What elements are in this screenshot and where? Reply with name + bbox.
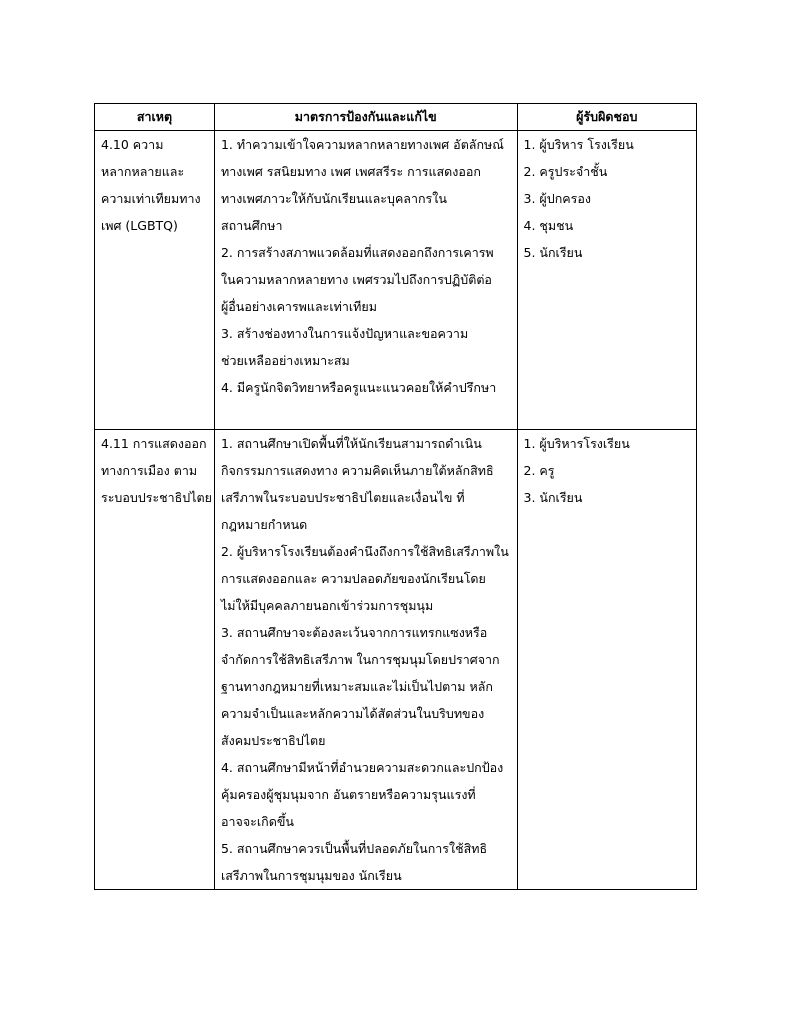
measure-cell-line: เสรีภาพในการชุมนุมของ นักเรียน xyxy=(220,868,402,883)
measure-cell-line: ช่วยเหลืออย่างเหมาะสม xyxy=(220,353,350,368)
measure-cell-line: อาจจะเกิดขึ้น xyxy=(220,814,294,829)
measure-cell-line: สังคมประชาธิปไตย xyxy=(220,733,326,748)
responsible-cell-line: 2. ครูประจำชั้น xyxy=(523,164,608,179)
header-responsible: ผู้รับผิดชอบ xyxy=(517,104,696,131)
measure-cell xyxy=(214,430,517,890)
measure-cell-line: การแสดงออกและ ความปลอดภัยของนักเรียนโดย xyxy=(220,571,486,586)
measure-cell xyxy=(214,131,517,430)
responsible-cell-line: 5. นักเรียน xyxy=(523,245,583,260)
measure-cell-line: เสรีภาพในระบอบประชาธิปไตยและเงื่อนไข ที่ xyxy=(220,490,465,505)
measure-cell-line: 2. การสร้างสภาพแวดล้อมที่แสดงออกถึงการเคารพ xyxy=(220,245,494,260)
measure-cell-line: จำกัดการใช้สิทธิเสรีภาพ ในการชุมนุมโดยปราศจาก xyxy=(220,652,500,667)
measure-cell-line: 4. มีครูนักจิตวิทยาหรือครูแนะแนวคอยให้คำปรึกษา xyxy=(220,380,497,395)
responsible-cell-line: 1. ผู้บริหาร โรงเรียน xyxy=(523,137,634,152)
responsible-cell-line: 1. ผู้บริหารโรงเรียน xyxy=(523,436,630,451)
measure-cell-line: 2. ผู้บริหารโรงเรียนต้องคำนึงถึงการใช้สิทธิเสรีภาพใน xyxy=(220,544,509,559)
measure-cell-line: ฐานทางกฎหมายที่เหมาะสมและไม่เป็นไปตาม หลัก xyxy=(220,679,493,694)
header-cause: สาเหตุ xyxy=(95,104,215,131)
cause-cell xyxy=(95,131,215,430)
header-measure: มาตรการป้องกันและแก้ไข xyxy=(214,104,517,131)
measure-cell-line: ในความหลากหลายทาง เพศรวมไปถึงการปฏิบัติต่อ xyxy=(220,272,492,287)
measure-cell-line: 3. สร้างช่องทางในการแจ้งปัญหาและขอความ xyxy=(220,326,469,341)
measure-cell-line: กิจกรรมการแสดงทาง ความคิดเห็นภายใต้หลักสิทธิ xyxy=(220,463,494,478)
responsible-cell-line: 3. ผู้ปกครอง xyxy=(523,191,591,206)
measure-cell-line: กฎหมายกำหนด xyxy=(220,517,308,532)
responsible-cell-line: 4. ชุมชน xyxy=(523,218,574,233)
measure-cell-line: ทางเพศ รสนิยมทาง เพศ เพศสรีระ การแสดงออก xyxy=(220,164,481,179)
cause-cell-line: ทางการเมือง ตาม xyxy=(101,463,198,478)
responsible-cell xyxy=(517,430,696,890)
cause-cell-line: เพศ (LGBTQ) xyxy=(101,218,178,233)
cause-cell-line: 4.11 การแสดงออก xyxy=(101,436,207,451)
responsible-cell-line: 3. นักเรียน xyxy=(523,490,583,505)
cause-cell-line: ระบอบประชาธิปไตย xyxy=(101,490,212,505)
responsible-cell xyxy=(517,131,696,430)
measure-cell-line: 1. สถานศึกษาเปิดพื้นที่ให้นักเรียนสามารถดำเนิน xyxy=(220,436,482,451)
measure-cell-line: คุ้มครองผู้ชุมนุมจาก อันตรายหรือความรุนแรงที่ xyxy=(220,787,476,802)
measures-table xyxy=(94,103,697,890)
measure-cell-line: 1. ทำความเข้าใจความหลากหลายทางเพศ อัตลักษณ์ xyxy=(220,137,504,152)
measure-cell-line: ผู้อื่นอย่างเคารพและเท่าเทียม xyxy=(220,299,377,314)
cause-cell xyxy=(95,430,215,890)
measure-cell-line: ความจำเป็นและหลักความได้สัดส่วนในบริบทของ xyxy=(220,706,485,721)
measure-cell-line: 4. สถานศึกษามีหน้าที่อำนวยความสะดวกและปกป้อง xyxy=(220,760,504,775)
responsible-cell-line: 2. ครู xyxy=(523,463,555,478)
table-header-row xyxy=(95,104,697,131)
table-row xyxy=(95,430,697,890)
measure-cell-line: 5. สถานศึกษาควรเป็นพื้นที่ปลอดภัยในการใช้สิทธิ xyxy=(220,841,488,856)
cause-cell-line: หลากหลายและ xyxy=(101,164,185,179)
measure-cell-line: ไม่ให้มีบุคคลภายนอกเข้าร่วมการชุมนุม xyxy=(220,598,434,613)
cause-cell-line: 4.10 ความ xyxy=(101,137,164,152)
table-row xyxy=(95,131,697,430)
measure-cell-line: 3. สถานศึกษาจะต้องละเว้นจากการแทรกแซงหรือ xyxy=(220,625,488,640)
cause-cell-line: ความเท่าเทียมทาง xyxy=(101,191,201,206)
measure-cell-line: สถานศึกษา xyxy=(220,218,283,233)
measure-cell-line: ทางเพศภาวะให้กับนักเรียนและบุคลากรใน xyxy=(220,191,447,206)
